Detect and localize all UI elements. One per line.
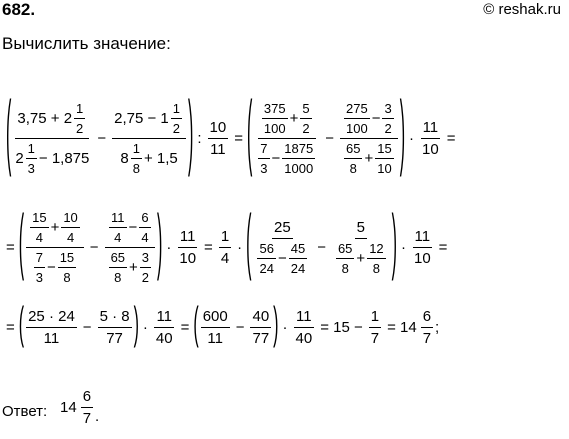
close-paren: )	[273, 301, 279, 350]
fraction	[109, 210, 127, 245]
fraction	[34, 250, 45, 285]
numerator: 5	[355, 219, 367, 239]
fraction	[257, 241, 275, 276]
close-paren: )	[133, 301, 139, 350]
fraction	[367, 241, 385, 276]
numerator: 40	[250, 308, 271, 328]
text: 8	[120, 149, 129, 167]
fraction	[375, 141, 393, 176]
numerator: 600	[201, 308, 230, 328]
numerator: 3	[140, 250, 151, 268]
operator: =	[438, 238, 448, 256]
operator: −	[317, 238, 326, 256]
text: 2,75 − 1	[114, 109, 169, 127]
answer-value	[60, 388, 99, 427]
numerator: 10	[208, 119, 229, 139]
denominator: 11	[43, 329, 60, 347]
denominator: 1000	[284, 160, 314, 176]
task-heading: Вычислить значение:	[2, 34, 171, 53]
numerator: 10	[61, 210, 79, 228]
numerator: 25	[272, 219, 293, 239]
fraction-h	[421, 308, 433, 347]
fraction	[26, 141, 37, 176]
numerator: 5	[300, 101, 311, 119]
numerator: 7	[258, 141, 269, 159]
text: + 1,5	[143, 149, 178, 167]
numerator: 11	[178, 228, 198, 248]
fraction	[282, 141, 315, 176]
operator: −	[235, 318, 245, 336]
denominator: 4	[114, 229, 122, 245]
numerator: 56	[257, 241, 275, 259]
operator: −	[325, 129, 334, 147]
fraction-b	[112, 101, 186, 176]
fraction-g	[369, 308, 381, 347]
numerator: 1	[26, 141, 37, 159]
operator: ·	[400, 238, 406, 256]
denominator: 100	[345, 120, 368, 136]
fraction-e	[253, 219, 311, 276]
operator: −	[82, 318, 92, 336]
operator: ·	[142, 318, 148, 336]
fraction	[74, 101, 85, 136]
close-paren: )	[157, 205, 163, 284]
denominator: 10	[377, 160, 392, 176]
operator: −	[277, 249, 287, 267]
numerator: 65	[344, 141, 362, 159]
operator: +	[129, 258, 138, 276]
fraction	[262, 101, 288, 136]
fraction-b	[105, 210, 155, 285]
fraction-c	[177, 228, 198, 267]
fraction	[289, 241, 307, 276]
open-paren: (	[246, 205, 252, 284]
problem-number: 682.	[2, 0, 36, 19]
operator: =	[446, 129, 456, 147]
operator: ·	[409, 129, 415, 147]
denominator: 10	[413, 249, 431, 267]
answer-label: Ответ:	[2, 403, 48, 420]
fraction	[139, 210, 150, 245]
numerator: 1	[369, 308, 381, 328]
fraction	[131, 141, 142, 176]
fraction	[171, 101, 182, 136]
operator: =	[180, 318, 190, 336]
denominator: 3	[27, 160, 35, 176]
fraction	[30, 210, 48, 245]
fraction	[140, 250, 151, 285]
denominator: 7	[370, 329, 380, 347]
denominator: 24	[290, 260, 306, 276]
fraction	[336, 241, 354, 276]
solution-line-2	[2, 198, 451, 296]
denominator: 11	[210, 140, 226, 158]
answer-whole: 14	[60, 399, 77, 416]
operator: −	[371, 109, 381, 127]
denominator: 4	[35, 229, 43, 245]
close-paren: )	[391, 205, 397, 284]
denominator: 7	[422, 329, 432, 347]
answer-period: .	[95, 408, 100, 425]
denominator: 8	[132, 160, 140, 176]
open-paren: (	[18, 301, 25, 350]
answer-fraction	[81, 388, 93, 427]
numerator: 1	[131, 141, 142, 159]
text: 3,75 + 2	[17, 109, 73, 127]
denominator: 77	[106, 329, 123, 347]
text: 2	[15, 149, 24, 167]
numerator: 7	[34, 250, 45, 268]
numerator: 45	[289, 241, 307, 259]
fraction	[58, 250, 76, 285]
fraction	[109, 250, 127, 285]
denominator: 2	[172, 120, 181, 136]
numerator: 11	[294, 308, 314, 328]
operator: = 15 −	[320, 318, 363, 336]
operator: +	[364, 149, 374, 167]
numerator: 11	[109, 210, 127, 228]
fraction-b	[98, 308, 132, 347]
numerator: 1	[219, 228, 231, 248]
fraction-f	[294, 308, 315, 347]
denominator: 100	[263, 120, 286, 136]
numerator: 11	[154, 308, 174, 328]
numerator: 15	[375, 141, 393, 159]
open-paren: (	[193, 301, 199, 350]
text: − 1,875	[38, 149, 90, 167]
fraction-d	[254, 101, 319, 176]
operator: =	[6, 318, 15, 336]
operator: +	[50, 218, 60, 236]
operator: =	[204, 238, 213, 256]
denominator: 3	[260, 160, 268, 176]
denominator: 77	[252, 329, 270, 347]
numerator: 275	[344, 101, 370, 119]
denominator: 2	[76, 120, 84, 136]
fraction-a	[26, 308, 77, 347]
numerator: 1875	[282, 141, 315, 159]
denominator: 2	[141, 269, 150, 285]
operator: =	[234, 129, 243, 147]
fraction-g	[412, 228, 433, 267]
denominator: 7	[82, 410, 92, 427]
denominator: 8	[349, 160, 357, 176]
open-paren: (	[18, 205, 25, 284]
solution-line-3	[2, 296, 439, 358]
numerator: 6	[421, 308, 433, 328]
denominator: 4	[141, 229, 149, 245]
fraction	[344, 101, 370, 136]
denominator: 10	[179, 249, 197, 267]
close-paren: )	[399, 91, 406, 180]
fraction	[61, 210, 79, 245]
numerator: 15	[58, 250, 76, 268]
fraction	[382, 101, 393, 136]
denominator: 2	[384, 120, 392, 136]
fraction-f	[332, 219, 390, 276]
numerator: 1	[74, 101, 85, 119]
close-paren: )	[188, 91, 194, 180]
numerator: 375	[262, 101, 288, 119]
denominator: 8	[372, 260, 381, 276]
denominator: 24	[259, 260, 274, 276]
numerator: 3	[382, 101, 393, 119]
operator: +	[289, 109, 299, 127]
numerator: 15	[30, 210, 48, 228]
operator: −	[89, 238, 99, 256]
operator: −	[128, 218, 138, 236]
fraction	[258, 141, 269, 176]
numerator: 1	[171, 101, 182, 119]
operator: −	[46, 258, 56, 276]
open-paren: (	[6, 91, 12, 180]
numerator: 6	[139, 210, 150, 228]
numerator: 11	[413, 228, 433, 248]
operator: ·	[166, 238, 172, 256]
solution-line-1	[6, 82, 459, 194]
fraction	[344, 141, 362, 176]
denominator: 8	[114, 269, 122, 285]
denominator: 3	[35, 269, 43, 285]
watermark: © reshak.ru	[483, 1, 561, 18]
numerator: 12	[367, 241, 385, 259]
denominator: 11	[207, 329, 223, 347]
operator: = 14	[387, 318, 417, 336]
denominator: 40	[155, 329, 173, 347]
denominator: 4	[220, 249, 230, 267]
operator: −	[97, 129, 107, 147]
numerator: 65	[336, 241, 354, 259]
numerator: 25 · 24	[26, 308, 77, 328]
numerator: 5 · 8	[98, 308, 132, 328]
open-paren: (	[246, 91, 253, 180]
numerator: 65	[109, 250, 127, 268]
fraction-f	[420, 119, 441, 158]
fraction-c	[154, 308, 175, 347]
semicolon: ;	[435, 318, 440, 336]
operator: −	[271, 149, 281, 167]
numerator: 11	[421, 119, 441, 139]
operator: +	[356, 249, 366, 267]
operator: =	[6, 238, 15, 256]
fraction-e	[340, 101, 398, 176]
denominator: 40	[295, 329, 313, 347]
fraction	[300, 101, 311, 136]
denominator: 10	[422, 140, 439, 158]
operator: ·	[237, 238, 243, 256]
denominator: 2	[302, 120, 310, 136]
fraction-e	[250, 308, 271, 347]
denominator: 8	[63, 269, 71, 285]
fraction-d	[219, 228, 231, 267]
fraction-a	[13, 101, 91, 176]
fraction-c	[208, 119, 229, 158]
fraction-a	[26, 210, 84, 285]
operator: :	[197, 129, 202, 147]
denominator: 4	[66, 229, 75, 245]
fraction-d	[201, 308, 230, 347]
numerator: 6	[81, 388, 93, 408]
denominator: 8	[341, 260, 349, 276]
operator: ·	[282, 318, 288, 336]
